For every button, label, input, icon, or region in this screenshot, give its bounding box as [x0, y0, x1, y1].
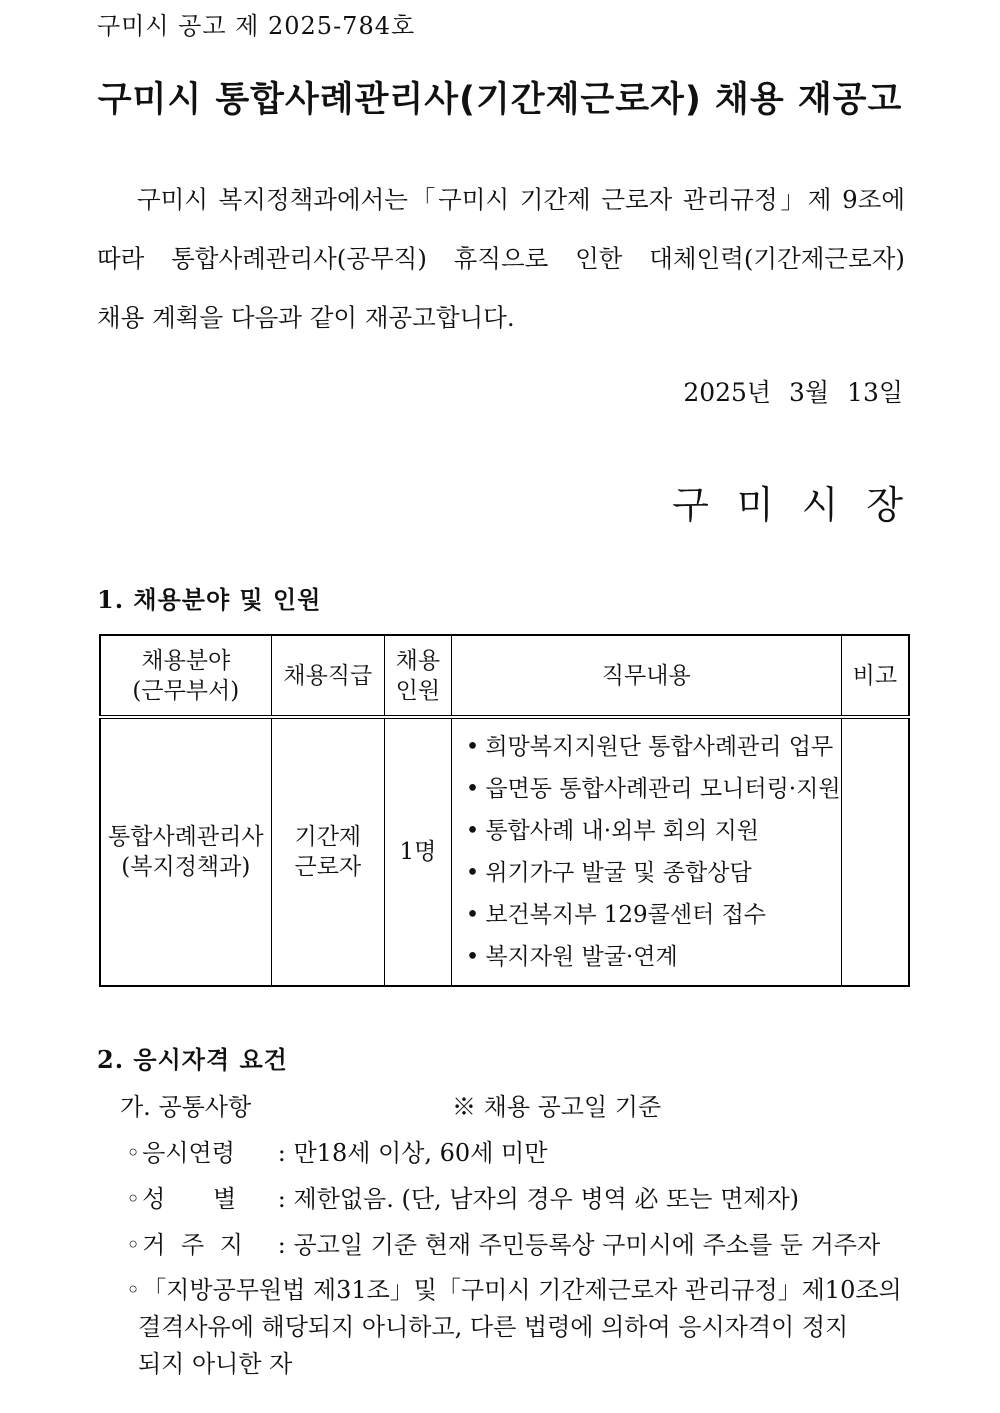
- cell-count: [385, 717, 452, 986]
- notice-date: 2025년 3월 13일: [683, 378, 903, 407]
- requirement-gender: ◦성 별 : 제한없음. (단, 남자의 경우 병역 必 또는 면제자): [120, 1176, 910, 1222]
- header-grade: [271, 635, 384, 717]
- recruitment-table: [99, 634, 910, 987]
- requirement-disqualification: [120, 1272, 910, 1383]
- list-item: • 희망복지지원단 통합사례관리 업무: [466, 726, 841, 768]
- circle-bullet-icon: ◦: [126, 1185, 141, 1213]
- requirements-subheading-row: [120, 1084, 910, 1130]
- intro-line: 채용 계획을 다음과 같이 재공고합니다.: [97, 303, 515, 332]
- issuer-name: 구미시장: [672, 483, 931, 527]
- requirement-label: 응시연령: [142, 1139, 235, 1167]
- circle-bullet-icon: ◦: [126, 1231, 141, 1259]
- header-note: [841, 635, 909, 717]
- requirements-block: [120, 1084, 910, 1383]
- header-count: [385, 635, 452, 717]
- list-item: • 위기가구 발굴 및 종합상담: [466, 852, 841, 894]
- cell-grade: [271, 717, 384, 986]
- requirement-line: 「지방공무원법 제31조」및「구미시 기간제근로자 관리규정」제10조의: [142, 1276, 902, 1304]
- requirement-residence: ◦거 주 지 : 공고일 기준 현재 주민등록상 구미시에 주소를 둔 거주자: [120, 1222, 910, 1268]
- cell-field-text: 통합사례관리사 (복지정책과): [108, 824, 264, 880]
- circle-bullet-icon: ◦: [126, 1276, 141, 1304]
- subheading-common: 가. 공통사항: [120, 1093, 252, 1121]
- header-grade-text: 채용직급: [283, 662, 373, 689]
- notice-number: 구미시 공고 제 2025-784호: [97, 12, 416, 40]
- section-heading-text: 2. 응시자격 요건: [97, 1045, 288, 1074]
- section-heading-text: 1. 채용분야 및 인원: [97, 585, 322, 614]
- requirement-age: ◦응시연령 : 만18세 이상, 60세 미만: [120, 1130, 910, 1176]
- header-count-text: 채용 인원: [395, 647, 441, 704]
- intro-line: 따라 통합사례관리사(공무직) 휴직으로 인한 대체인력(기간제근로자): [97, 244, 905, 273]
- cell-count-text: 1명: [399, 839, 437, 865]
- list-item: • 통합사례 내·외부 회의 지원: [466, 810, 841, 852]
- table-header-row: [100, 635, 909, 717]
- header-field-text: 채용분야 (근무부서): [132, 647, 240, 704]
- header-field: [100, 635, 271, 717]
- cell-grade-text: 기간제 근로자: [294, 824, 362, 880]
- header-duties: [451, 635, 841, 717]
- document-title: 구미시 통합사례관리사(기간제근로자) 채용 재공고: [97, 80, 903, 120]
- requirement-line: 결격사유에 해당되지 아니하고, 다른 법령에 의하여 응시자격이 정지: [138, 1313, 849, 1341]
- requirement-line: 되지 아니한 자: [138, 1350, 293, 1378]
- header-note-text: 비고: [852, 662, 898, 689]
- table-row: [100, 717, 909, 986]
- basis-note: ※ 채용 공고일 기준: [452, 1093, 662, 1121]
- cell-duties: [451, 717, 841, 986]
- list-item: • 보건복지부 129콜센터 접수: [466, 894, 841, 936]
- requirement-value: 만18세 이상, 60세 미만: [293, 1139, 548, 1167]
- section-2-heading: [97, 1040, 288, 1075]
- requirement-value: 공고일 기준 현재 주민등록상 구미시에 주소를 둔 거주자: [293, 1231, 881, 1259]
- section-1-heading: [97, 580, 321, 615]
- requirement-label: 성 별: [142, 1185, 237, 1213]
- list-item: • 복지자원 발굴·연계: [466, 936, 841, 978]
- cell-note: [841, 717, 909, 986]
- cell-field: [100, 717, 271, 986]
- intro-paragraph: [97, 170, 905, 347]
- circle-bullet-icon: ◦: [126, 1139, 141, 1167]
- header-duties-text: 직무내용: [601, 662, 691, 689]
- intro-line: 구미시 복지정책과에서는「구미시 기간제 근로자 관리규정」제 9조에: [137, 185, 905, 214]
- requirement-label: 거 주 지: [142, 1231, 243, 1259]
- list-item: • 읍면동 통합사례관리 모니터링·지원: [466, 768, 841, 810]
- requirement-value: 제한없음. (단, 남자의 경우 병역 必 또는 면제자): [293, 1185, 800, 1213]
- duties-list: [452, 726, 841, 978]
